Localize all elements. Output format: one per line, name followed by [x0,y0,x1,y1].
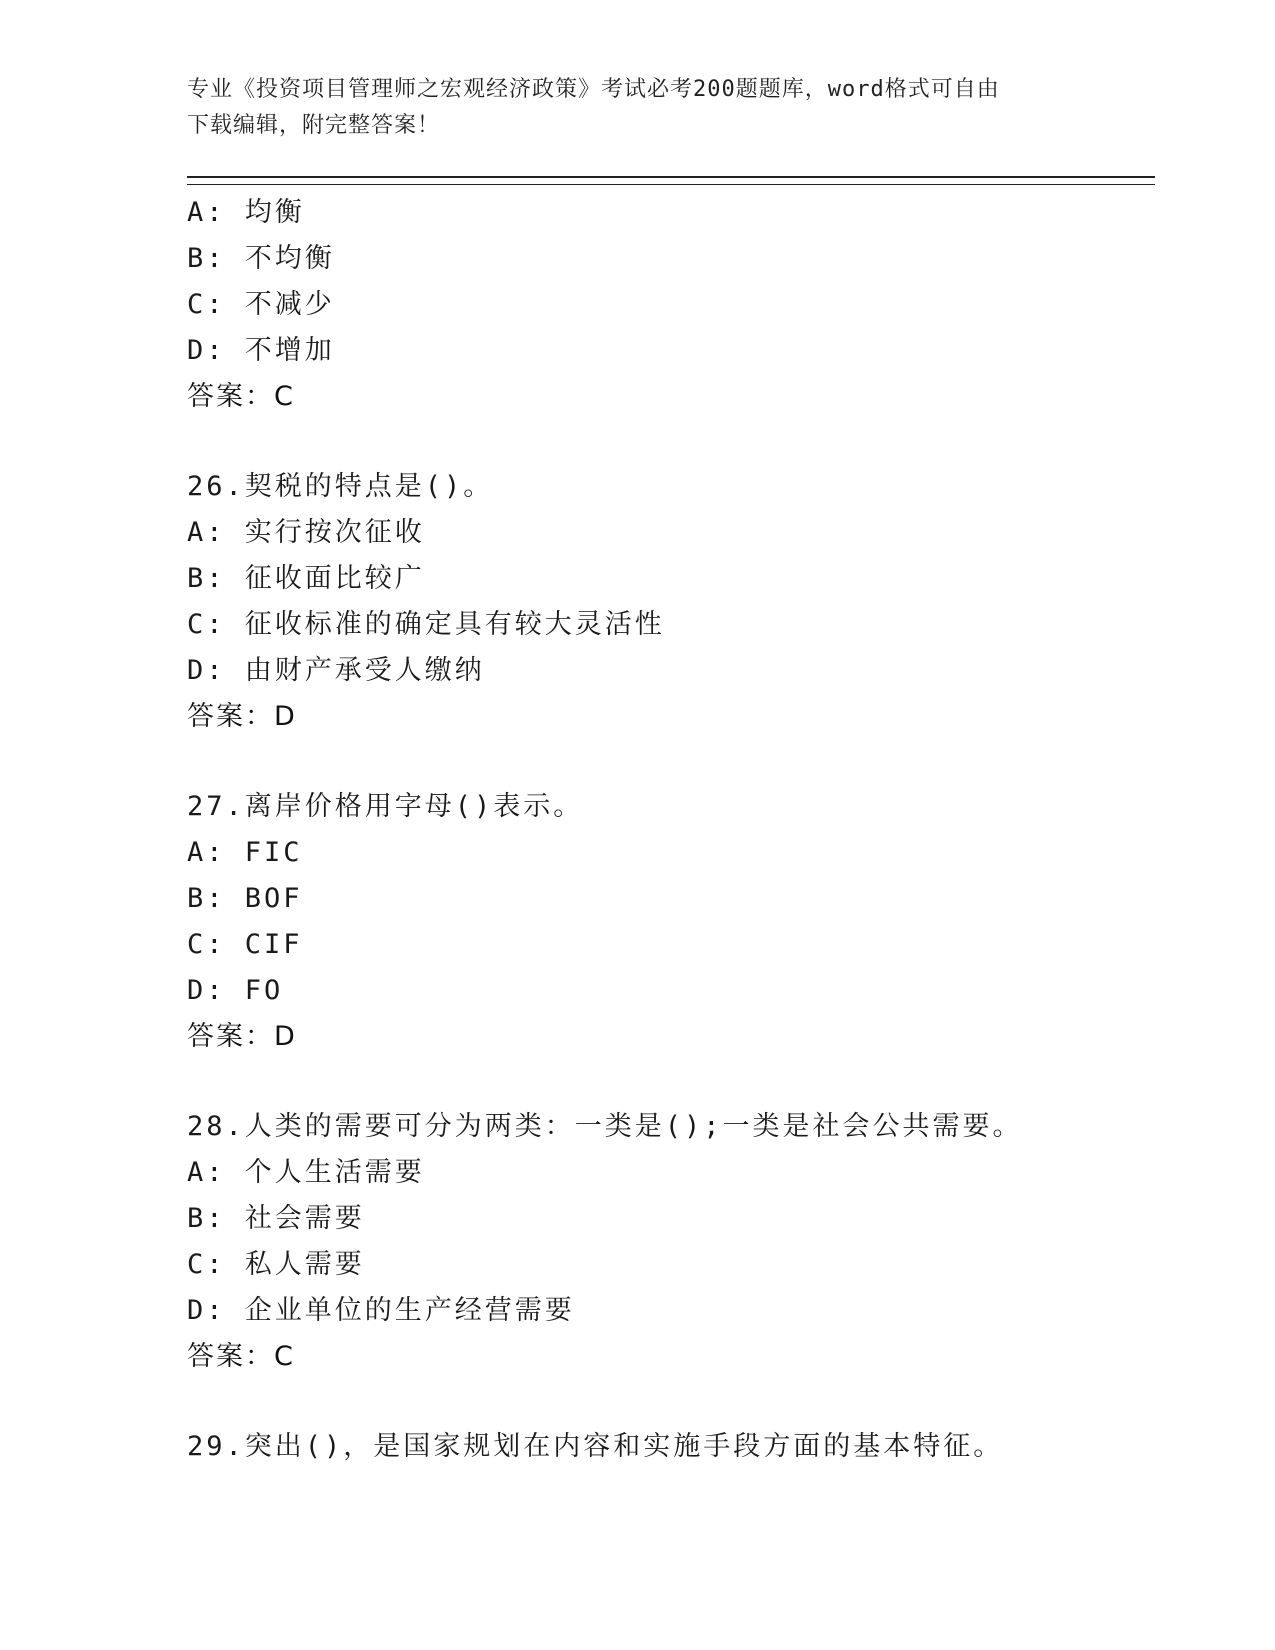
answer-line: 答案：C [187,381,295,412]
option-b: B: 社会需要 [187,1203,365,1234]
spacer [187,1060,1155,1104]
question-block-29 [187,1424,1155,1470]
spacer [187,740,1155,784]
question-text: 29.突出()，是国家规划在内容和实施手段方面的基本特征。 [187,1431,1004,1462]
option-d: D: 由财产承受人缴纳 [187,655,485,686]
option-a: A: 个人生活需要 [187,1157,425,1188]
question-block-28 [187,1104,1155,1380]
question-block-26 [187,464,1155,740]
option-b: B: 不均衡 [187,243,335,274]
option-c: C: 私人需要 [187,1249,365,1280]
option-d: D: 不增加 [187,335,335,366]
option-b: B: 征收面比较广 [187,563,425,594]
option-a: A: 均衡 [187,197,305,228]
option-b: B: BOF [187,883,303,914]
question-text: 28.人类的需要可分为两类：一类是();一类是社会公共需要。 [187,1111,1023,1142]
answer-line: 答案：D [187,701,297,732]
option-a: A: FIC [187,837,303,868]
question-block-27 [187,784,1155,1060]
document-header [187,72,1087,144]
header-title-line-2: 下载编辑，附完整答案！ [187,113,441,138]
header-divider [187,176,1155,185]
answer-line: 答案：D [187,1021,297,1052]
question-text: 26.契税的特点是()。 [187,471,494,502]
answer-line: 答案：C [187,1341,295,1372]
option-c: C: CIF [187,929,303,960]
question-list [187,190,1155,1470]
option-d: D: FO [187,975,284,1006]
header-title-line-1: 专业《投资项目管理师之宏观经济政策》考试必考200题题库，word格式可自由 [187,77,1000,102]
spacer [187,1380,1155,1424]
option-c: C: 征收标准的确定具有较大灵活性 [187,609,665,640]
question-text: 27.离岸价格用字母()表示。 [187,791,584,822]
option-d: D: 企业单位的生产经营需要 [187,1295,575,1326]
spacer [187,420,1155,464]
question-block-25 [187,190,1155,420]
option-c: C: 不减少 [187,289,335,320]
option-a: A: 实行按次征收 [187,517,425,548]
